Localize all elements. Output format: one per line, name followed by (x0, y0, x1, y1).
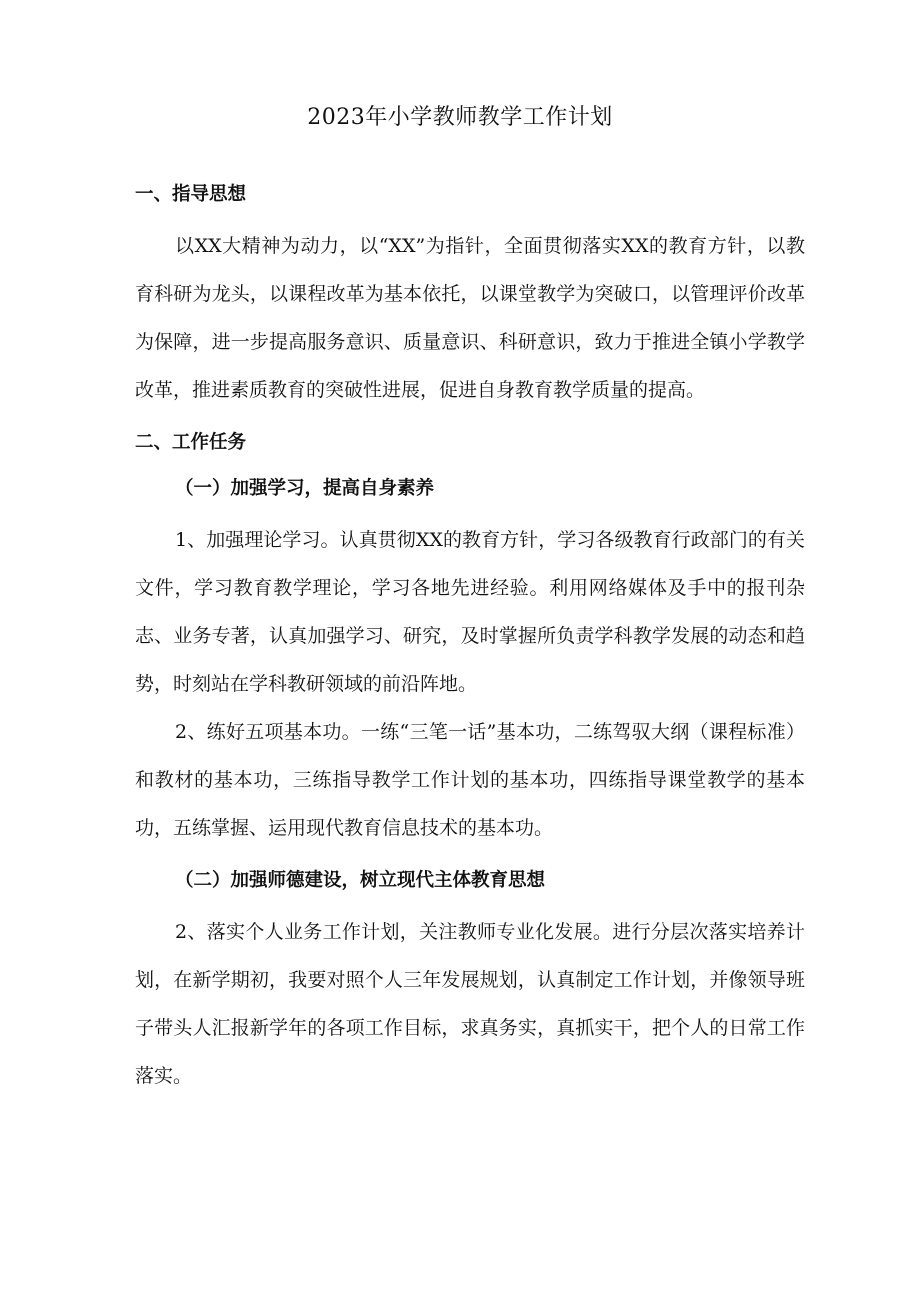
paragraph-theory-study: 1、加强理论学习。认真贯彻XX的教育方针，学习各级教育行政部门的有关文件，学习教育教学理论，学习各地先进经验。利用网络媒体及手中的报刊杂志、业务专著，认真加强学习、研究，及时掌握所负责学科教学发展的动态和趋势，时刻站在学科教研领域的前沿阵地。 (135, 529, 805, 695)
paragraph-five-skills: 2、练好五项基本功。一练“三笔一话”基本功，二练驾驭大纲（课程标准）和教材的基本功，三练指导教学工作计划的基本功，四练指导课堂教学的基本功，五练掌握、运用现代教育信息技术的基本功。 (135, 721, 805, 839)
paragraph-guiding-ideology: 以XX大精神为动力，以“XX”为指针，全面贯彻落实XX的教育方针，以教育科研为龙头，以课程改革为基本依托，以课堂教学为突破口，以管理评价改革为保障，进一步提高服务意识、质量意识、科研意识，致力于推进全镇小学教学改革，推进素质教育的突破性进展，促进自身教育教学质量的提高。 (135, 235, 805, 401)
document-title: 2023年小学教师教学工作计划 (307, 105, 613, 130)
document-body (135, 176, 805, 1100)
subsection-heading-ethics: （二）加强师德建设，树立现代主体教育思想 (175, 870, 546, 891)
subsection-heading-study: （一）加强学习，提高自身素养 (175, 478, 435, 499)
paragraph-personal-plan: 2、落实个人业务工作计划，关注教师专业化发展。进行分层次落实培养计划，在新学期初，我要对照个人三年发展规划，认真制定工作计划，并像领导班子带头人汇报新学年的各项工作目标，求真务实，真抓实干，把个人的日常工作落实。 (135, 921, 805, 1087)
section-heading-work-tasks: 二、工作任务 (135, 432, 247, 453)
section-heading-guiding-ideology: 一、指导思想 (135, 184, 247, 205)
